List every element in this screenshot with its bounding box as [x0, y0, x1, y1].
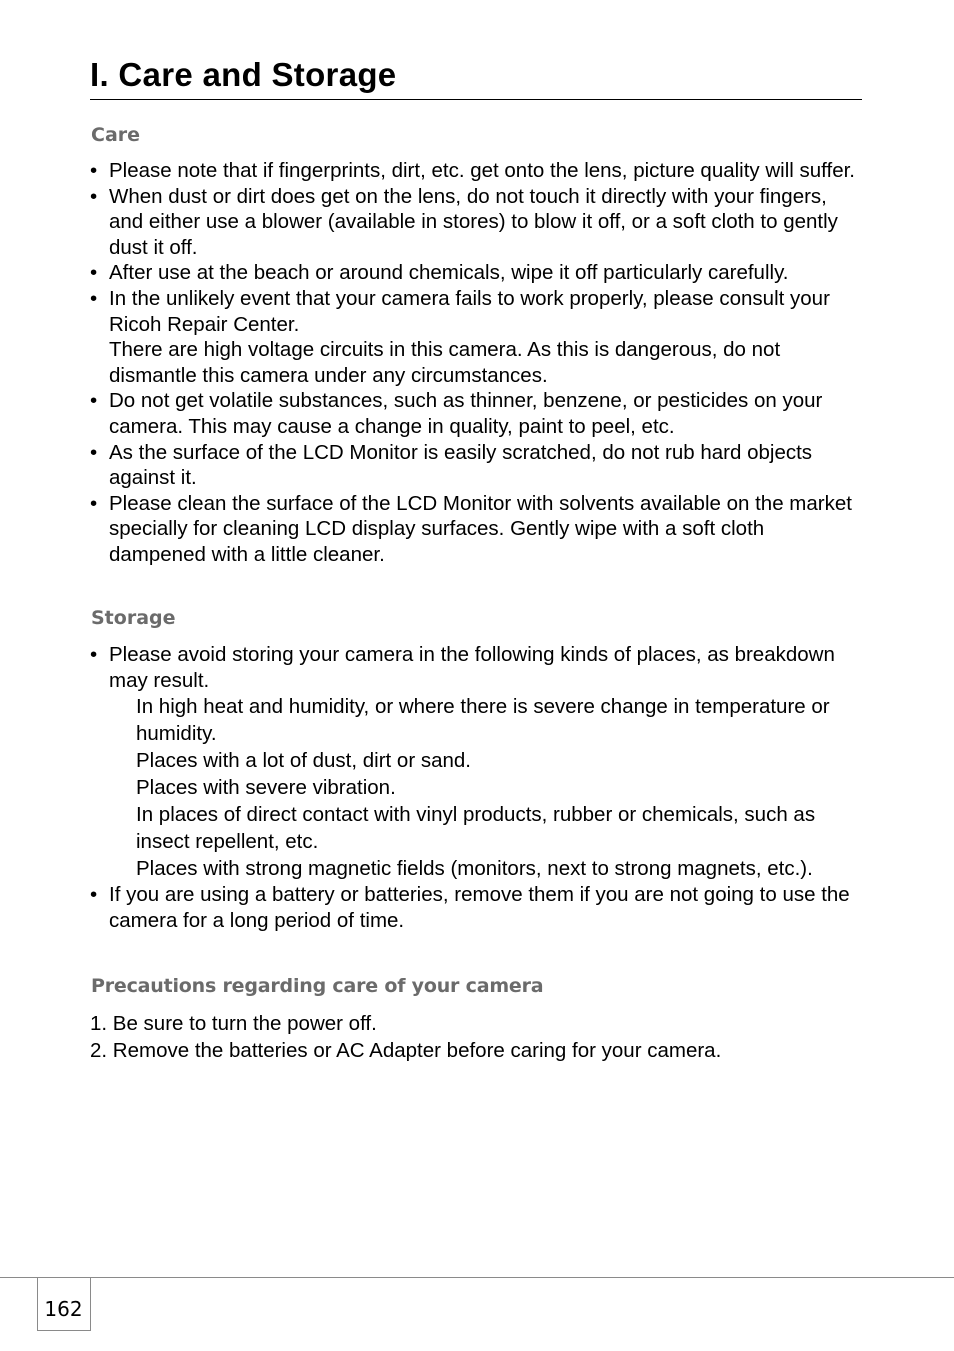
bullet-icon: • [90, 883, 98, 907]
section-heading-precautions: Precautions regarding care of your camera [91, 975, 544, 997]
list-item-text: If you are using a battery or batteries, remove them if you are not going to use the camera for a long period of time. [109, 883, 850, 932]
list-item [90, 286, 862, 388]
section-heading-care: Care [91, 124, 141, 146]
list-item-text: As the surface of the LCD Monitor is easily scratched, do not rub hard objects against it. [109, 440, 813, 490]
numbered-step: 1. Be sure to turn the power off. [90, 1012, 377, 1035]
sub-list-item: In places of direct contact with vinyl products, rubber or chemicals, such as insect repellent, etc. [136, 803, 816, 854]
list-item [90, 882, 862, 933]
care-list [90, 158, 862, 568]
footer-divider [0, 1277, 954, 1278]
list-item [90, 388, 862, 439]
bullet-icon: • [90, 159, 98, 182]
list-item-text: In the unlikely event that your camera fails to work properly, please consult your Ricoh Repair Center. [109, 286, 830, 336]
title-divider [90, 99, 862, 100]
list-item-text: When dust or dirt does get on the lens, do not touch it directly with your fingers, and either use a blower (available in stores) to blow it off, or a soft cloth to gently dust it off. [109, 184, 838, 259]
bullet-icon: • [90, 440, 98, 464]
sub-list-item: Places with strong magnetic fields (monitors, next to strong magnets, etc.). [136, 857, 813, 881]
numbered-step: 2. Remove the batteries or AC Adapter before caring for your camera. [90, 1039, 722, 1062]
list-item [90, 260, 862, 286]
storage-places-list [109, 693, 862, 882]
page-title: I. Care and Storage [90, 56, 397, 93]
bullet-icon: • [90, 286, 98, 310]
list-item-note: There are high voltage circuits in this camera. As this is dangerous, do not dismantle this camera under any circumstances. [109, 338, 781, 387]
list-item [90, 642, 862, 882]
list-item [90, 491, 862, 568]
bullet-icon: • [90, 261, 98, 285]
list-item [90, 440, 862, 491]
list-item [90, 158, 862, 184]
list-item-text: Please avoid storing your camera in the following kinds of places, as breakdown may result. [109, 643, 835, 692]
sub-list-item: Places with severe vibration. [136, 776, 396, 800]
list-item-text: Please note that if fingerprints, dirt, etc. get onto the lens, picture quality will suffer. [109, 159, 855, 182]
precautions-steps [90, 1010, 862, 1064]
list-item-text: After use at the beach or around chemicals, wipe it off particularly carefully. [109, 261, 789, 285]
bullet-icon: • [90, 643, 98, 666]
bullet-icon: • [90, 184, 98, 208]
page-number-box [37, 1277, 91, 1331]
page-number: 162 [44, 1297, 83, 1321]
sub-list-item: In high heat and humidity, or where there is severe change in temperature or humidity. [136, 695, 830, 746]
section-heading-storage: Storage [91, 607, 176, 629]
list-item [90, 184, 862, 261]
storage-list [90, 642, 862, 933]
bullet-icon: • [90, 491, 98, 515]
bullet-icon: • [90, 389, 98, 413]
sub-list-item: Places with a lot of dust, dirt or sand. [136, 749, 471, 773]
list-item-text: Please clean the surface of the LCD Monitor with solvents available on the market specially for cleaning LCD display surfaces. Gently wipe with a soft cloth dampened with a little cleaner. [109, 491, 852, 566]
list-item-text: Do not get volatile substances, such as thinner, benzene, or pesticides on your camera. This may cause a change in quality, paint to peel, etc. [109, 389, 823, 438]
